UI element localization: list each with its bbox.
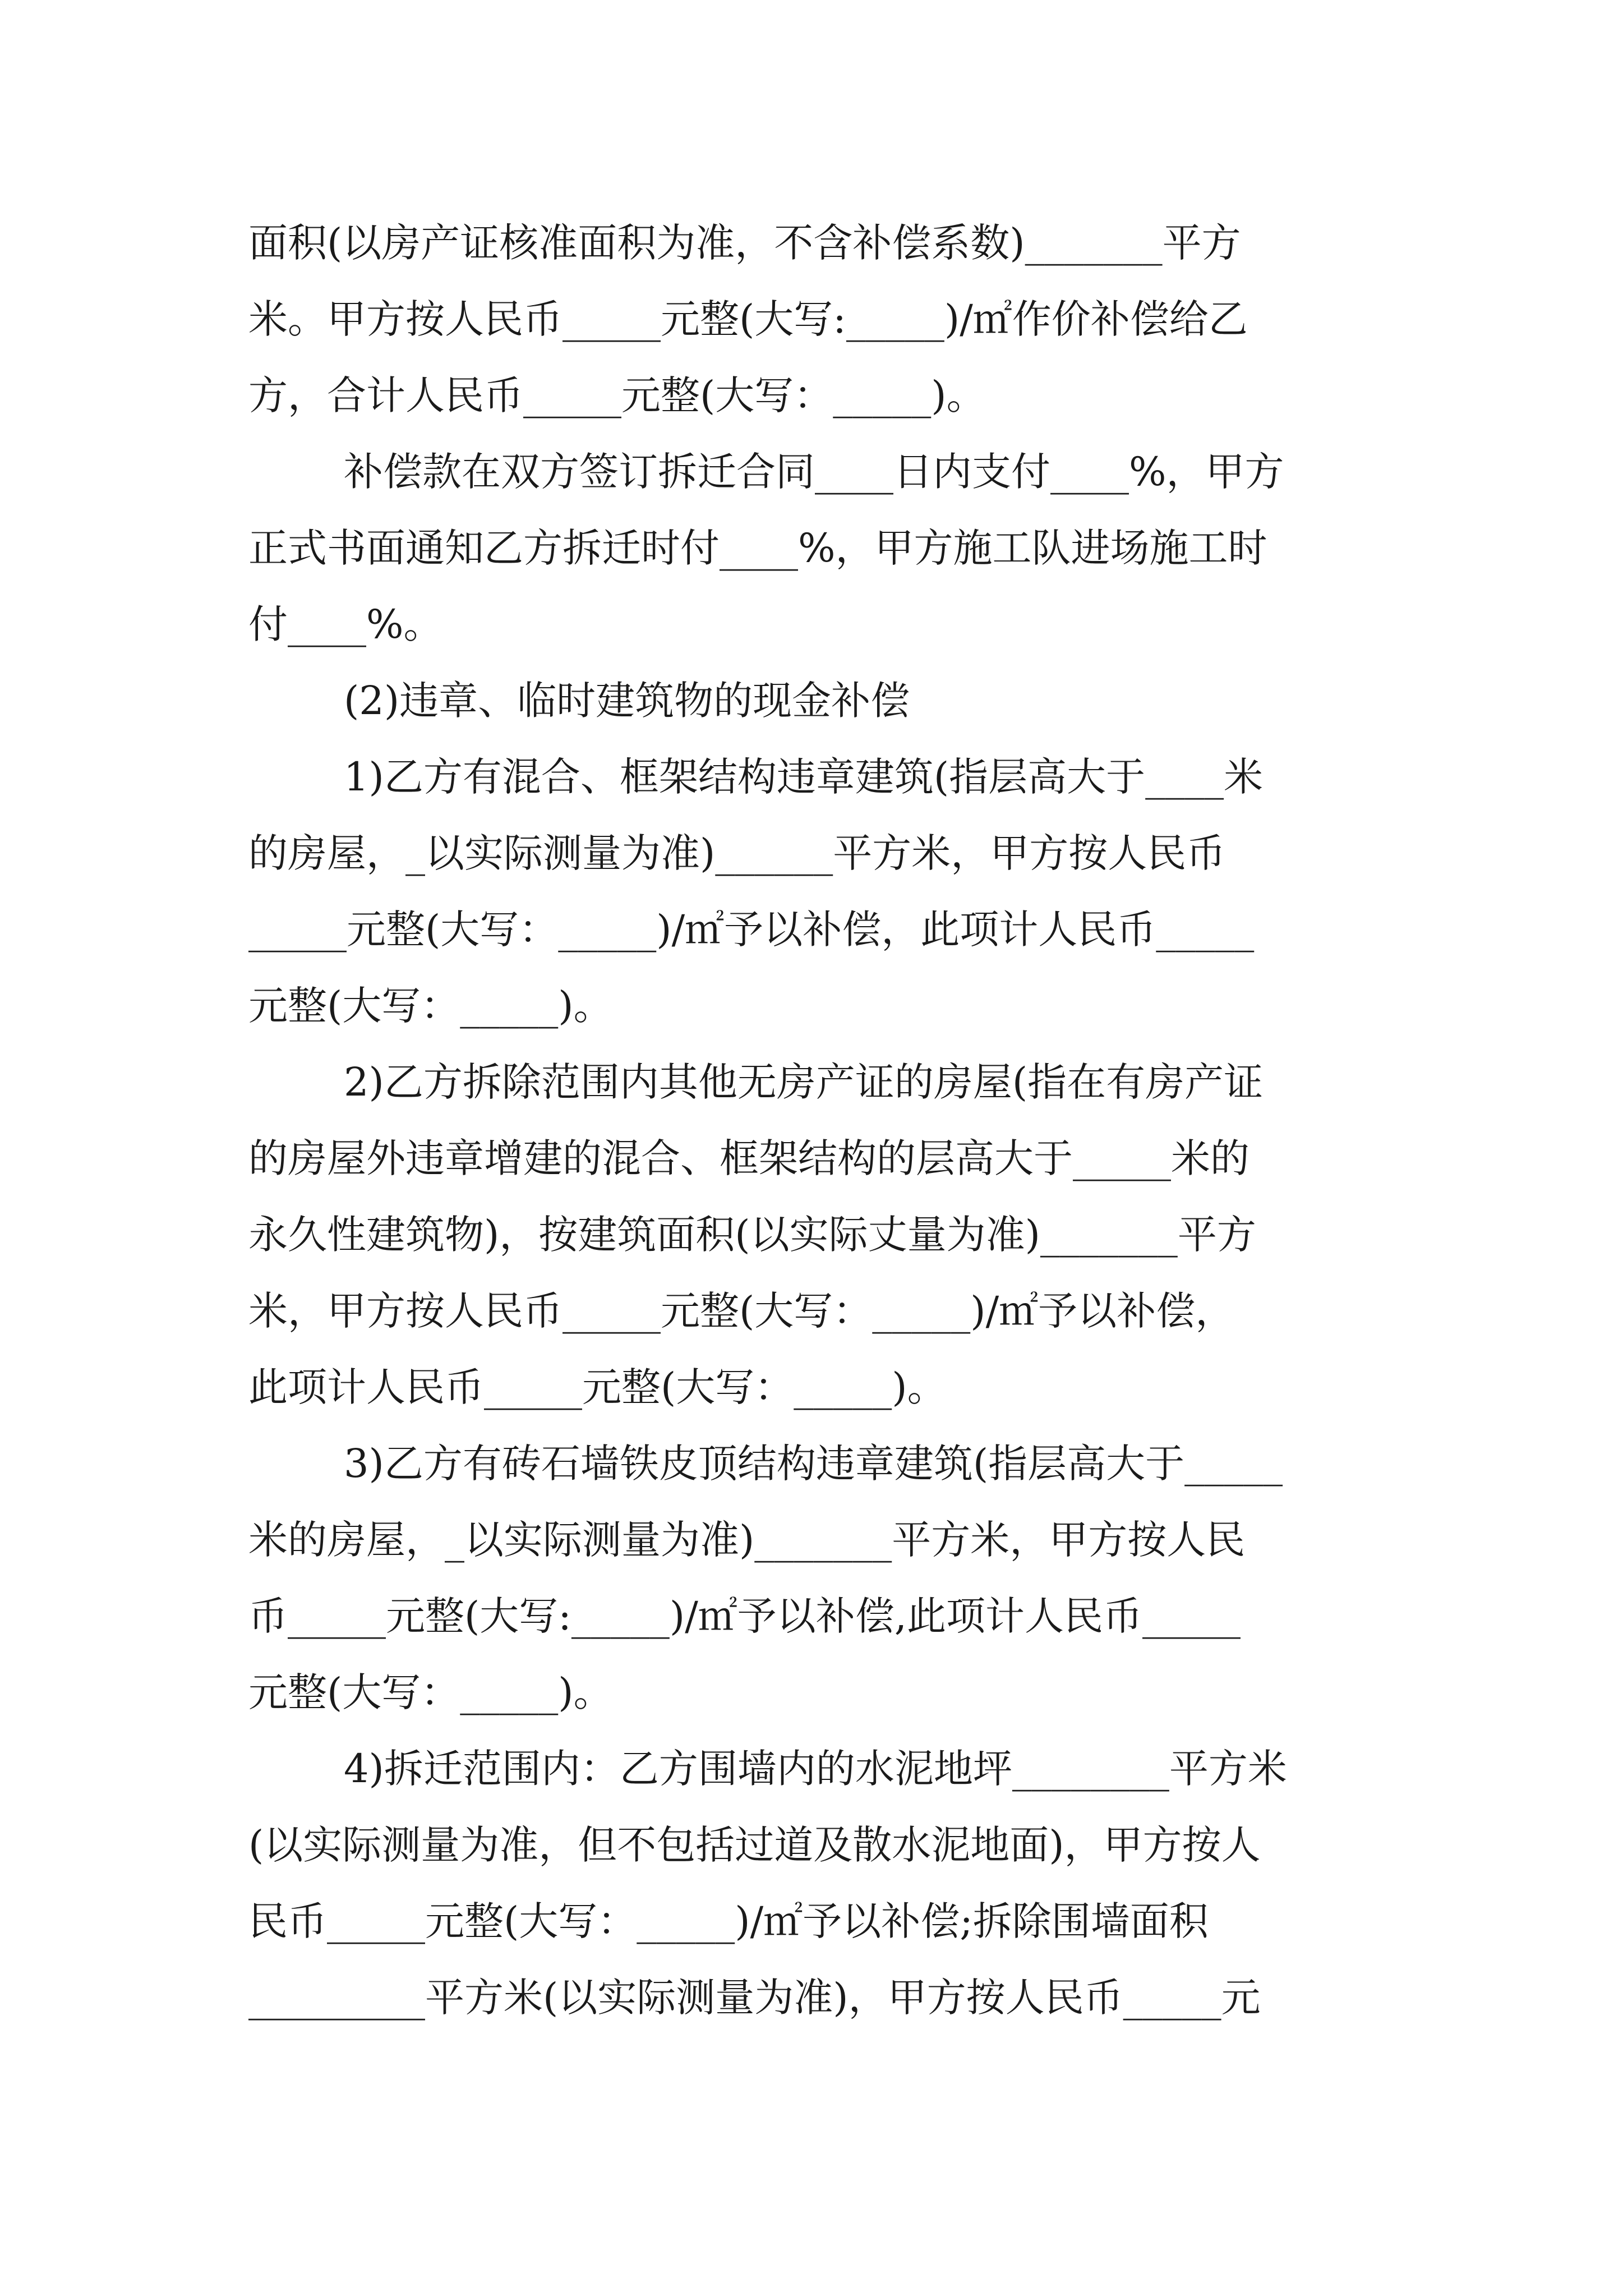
text-line: _____元整(大写：_____)/㎡予以补偿，此项计人民币_____ <box>248 907 1255 953</box>
text-line: 民币_____元整(大写：_____)/㎡予以补偿;拆除围墙面积 <box>248 1898 1209 1944</box>
text-line: 方，合计人民币_____元整(大写：_____)。 <box>248 372 986 418</box>
text-line: 4)拆迁范围内：乙方围墙内的水泥地坪________平方米 <box>344 1746 1287 1792</box>
text-line: 的房屋外违章增建的混合、框架结构的层高大于_____米的 <box>248 1135 1249 1181</box>
text-line: 面积(以房产证核准面积为准，不含补偿系数)_______平方 <box>248 220 1241 266</box>
text-line: 付____%。 <box>248 601 443 647</box>
text-line: 币_____元整(大写:_____)/㎡予以补偿,此项计人民币_____ <box>248 1593 1241 1639</box>
text-line: _________平方米(以实际测量为准)，甲方按人民币_____元 <box>248 1975 1261 2021</box>
text-line: 米的房屋，_以实际测量为准)_______平方米，甲方按人民 <box>248 1517 1246 1563</box>
text-line: 正式书面通知乙方拆迁时付____%，甲方施工队进场施工时 <box>248 525 1267 571</box>
text-line: 米，甲方按人民币_____元整(大写：_____)/㎡予以补偿， <box>248 1288 1235 1334</box>
text-line: 的房屋，_以实际测量为准)______平方米，甲方按人民币 <box>248 830 1226 876</box>
text-line: 1)乙方有混合、框架结构违章建筑(指层高大于____米 <box>344 754 1264 800</box>
text-line: 元整(大写：_____)。 <box>248 983 613 1029</box>
text-line: 2)乙方拆除范围内其他无房产证的房屋(指在有房产证 <box>344 1059 1264 1105</box>
text-line: 元整(大写：_____)。 <box>248 1669 613 1715</box>
document-page <box>248 205 1376 2036</box>
text-line: 此项计人民币_____元整(大写：_____)。 <box>248 1364 947 1410</box>
text-line: 3)乙方有砖石墙铁皮顶结构违章建筑(指层高大于_____ <box>344 1441 1283 1487</box>
text-line: 米。甲方按人民币_____元整(大写:_____)/㎡作价补偿给乙 <box>248 296 1248 342</box>
text-line: 永久性建筑物)，按建筑面积(以实际丈量为准)_______平方 <box>248 1212 1256 1258</box>
text-line: (以实际测量为准，但不包括过道及散水泥地面)，甲方按人 <box>248 1822 1261 1868</box>
section-heading: (2)违章、临时建筑物的现金补偿 <box>344 678 910 724</box>
text-line: 补偿款在双方签订拆迁合同____日内支付____%，甲方 <box>344 449 1284 495</box>
